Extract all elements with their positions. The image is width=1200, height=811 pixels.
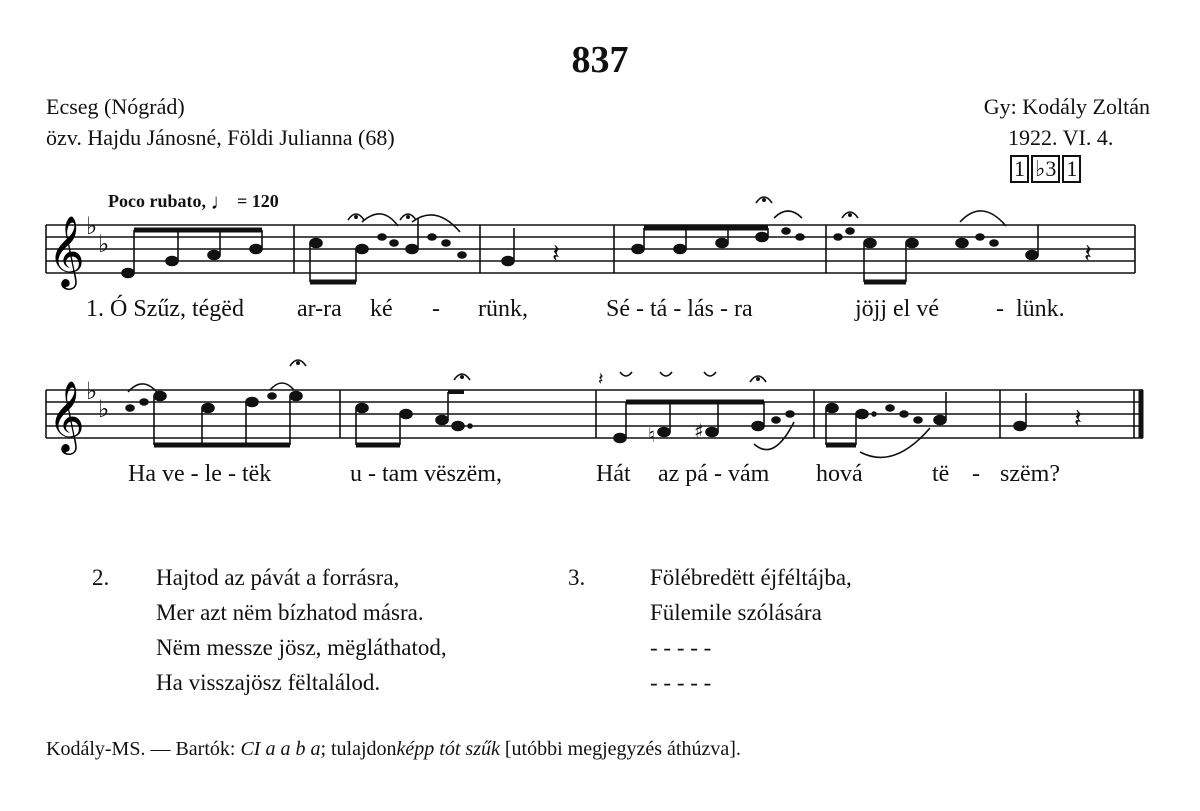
cadence-box: ♭3: [1031, 155, 1060, 183]
lyric-syllable: 1. Ó Szűz, tégëd: [86, 296, 244, 322]
lyric-syllable: Ha ve - le - tëk: [128, 461, 272, 487]
rests-system-1: [552, 239, 1092, 269]
lyric-syllable: hová: [816, 461, 863, 487]
stanza-line: Mer azt nëm bízhatod másra.: [156, 600, 424, 625]
cadence-box: 1: [1062, 155, 1081, 183]
footnote-part1: tulajdon: [331, 738, 397, 760]
staff-system-2: [46, 390, 1143, 438]
collector-name: Gy: Kodály Zoltán: [983, 94, 1150, 119]
fermata-dots: [296, 361, 760, 381]
stanza-line: Fölébredëtt éjféltájba,: [650, 565, 852, 590]
stanza-number: 2.: [92, 565, 110, 590]
treble-clef-icon: 𝄞: [48, 379, 85, 452]
accidental-icon: [648, 419, 704, 447]
lyric-syllable: ar-ra: [297, 296, 342, 322]
lyric-syllable: rünk,: [478, 296, 528, 322]
lyric-syllable: -: [432, 296, 440, 322]
svg-text:♭: ♭: [98, 395, 110, 423]
stanza-line: - - - - -: [650, 670, 712, 695]
tempo-text: Poco rubato,: [108, 191, 206, 211]
svg-text:♭: ♭: [86, 212, 98, 240]
footnote-suffix: [utóbbi megjegyzés áthúzva].: [499, 738, 741, 760]
lyric-syllable: Sé - tá - lás - ra: [606, 296, 753, 322]
lyric-syllable: az pá - vám: [658, 461, 770, 487]
svg-text:♭: ♭: [86, 377, 98, 405]
lyric-syllable: -: [972, 461, 980, 487]
footnote: [46, 738, 741, 761]
footnote-bartok-form: CI a a b a: [240, 738, 321, 760]
svg-text:♭: ♭: [98, 230, 110, 258]
lyric-syllable: Hát: [596, 461, 631, 487]
svg-text:𝄽: 𝄽: [1074, 404, 1082, 434]
lyric-syllable: szëm?: [1000, 461, 1060, 487]
notes-system-2: [126, 392, 1026, 446]
collection-date: 1922. VI. 4.: [1008, 125, 1114, 150]
footnote-separator: ;: [320, 738, 331, 760]
svg-text:♯: ♯: [694, 419, 704, 443]
quarter-note-icon: ♩: [210, 189, 233, 214]
singer-name: özv. Hajdu Jánosné, Földi Julianna (68): [46, 125, 395, 150]
footnote-part2: képp tót szűk: [396, 738, 500, 760]
stanza-line: Fülemile szólására: [650, 600, 822, 625]
svg-text:𝄽: 𝄽: [552, 239, 560, 269]
lyric-syllable: -: [996, 296, 1004, 322]
stanza-line: - - - - -: [650, 635, 712, 660]
stanza-line: Ha visszajösz fëltalálod.: [156, 670, 381, 695]
lyric-syllable: ké: [370, 296, 393, 322]
svg-text:𝄽: 𝄽: [598, 369, 604, 390]
svg-text:𝄽: 𝄽: [1084, 239, 1092, 269]
lyric-syllable: u - tam vëszëm,: [350, 461, 502, 487]
cadence-box: 1: [1010, 155, 1029, 183]
treble-clef-icon: 𝄞: [48, 214, 85, 287]
lyric-syllable: të: [932, 461, 950, 487]
svg-text:♮: ♮: [648, 423, 656, 447]
lyric-syllable: lünk.: [1016, 296, 1065, 322]
tempo-value: = 120: [237, 191, 279, 211]
stanza-number: 3.: [568, 565, 586, 590]
lyric-syllable: jöjj el vé: [855, 296, 939, 322]
song-number: 837: [571, 39, 629, 81]
footnote-prefix: Kodály-MS. — Bartók:: [46, 738, 241, 760]
stanza-line: Hajtod az pávát a forrásra,: [156, 565, 400, 590]
stanza-line: Nëm messze jösz, mëgláthatod,: [156, 635, 447, 660]
collection-place: Ecseg (Nógrád): [46, 94, 185, 119]
